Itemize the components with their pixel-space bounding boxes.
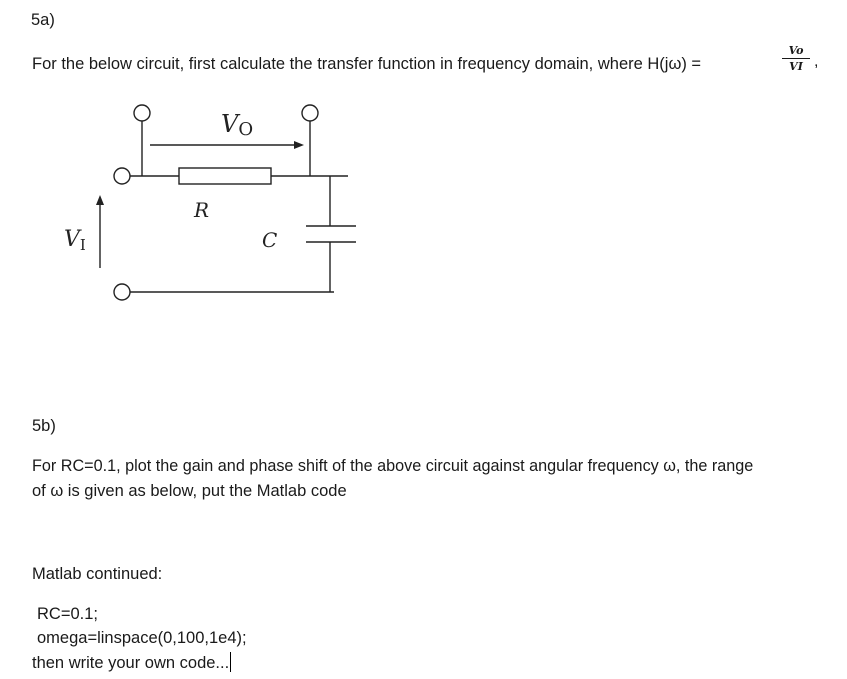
output-terminal-left xyxy=(134,105,150,121)
input-voltage-label xyxy=(64,227,86,254)
input-terminal-top xyxy=(114,168,130,184)
matlab-code-line3: then write your own code... xyxy=(32,654,230,672)
input-voltage-arrowhead xyxy=(96,195,104,205)
output-terminal-right xyxy=(302,105,318,121)
output-voltage-symbol: V xyxy=(221,110,239,138)
question-5b-prompt-line1: For RC=0.1, plot the gain and phase shift of the above circuit against angular frequency ω, the range xyxy=(32,457,754,475)
resistor-symbol xyxy=(179,168,271,184)
input-voltage-subscript: I xyxy=(79,236,86,254)
output-voltage-arrowhead xyxy=(294,141,304,149)
output-voltage-label xyxy=(221,110,253,140)
matlab-answer-field[interactable] xyxy=(32,652,231,673)
matlab-code-line1: RC=0.1; xyxy=(37,605,98,623)
question-5a-heading: 5a) xyxy=(31,11,55,29)
fraction-comma: , xyxy=(814,53,819,70)
question-5a-prompt: For the below circuit, first calculate the transfer function in frequency domain, where H(jω) = xyxy=(32,55,702,73)
question-5b-prompt-line2: of ω is given as below, put the Matlab code xyxy=(32,482,347,500)
output-voltage-subscript: O xyxy=(238,119,254,140)
matlab-code-line2: omega=linspace(0,100,1e4); xyxy=(37,629,247,647)
input-voltage-symbol: V xyxy=(64,227,80,252)
input-terminal-bottom xyxy=(114,284,130,300)
fraction-numerator: Vo xyxy=(782,44,810,59)
question-5b-heading: 5b) xyxy=(32,417,56,435)
resistor-label: R xyxy=(194,198,210,222)
capacitor-label: C xyxy=(262,228,278,252)
fraction-denominator: VI xyxy=(789,60,803,73)
matlab-heading: Matlab continued: xyxy=(32,565,163,583)
text-cursor xyxy=(230,652,231,672)
